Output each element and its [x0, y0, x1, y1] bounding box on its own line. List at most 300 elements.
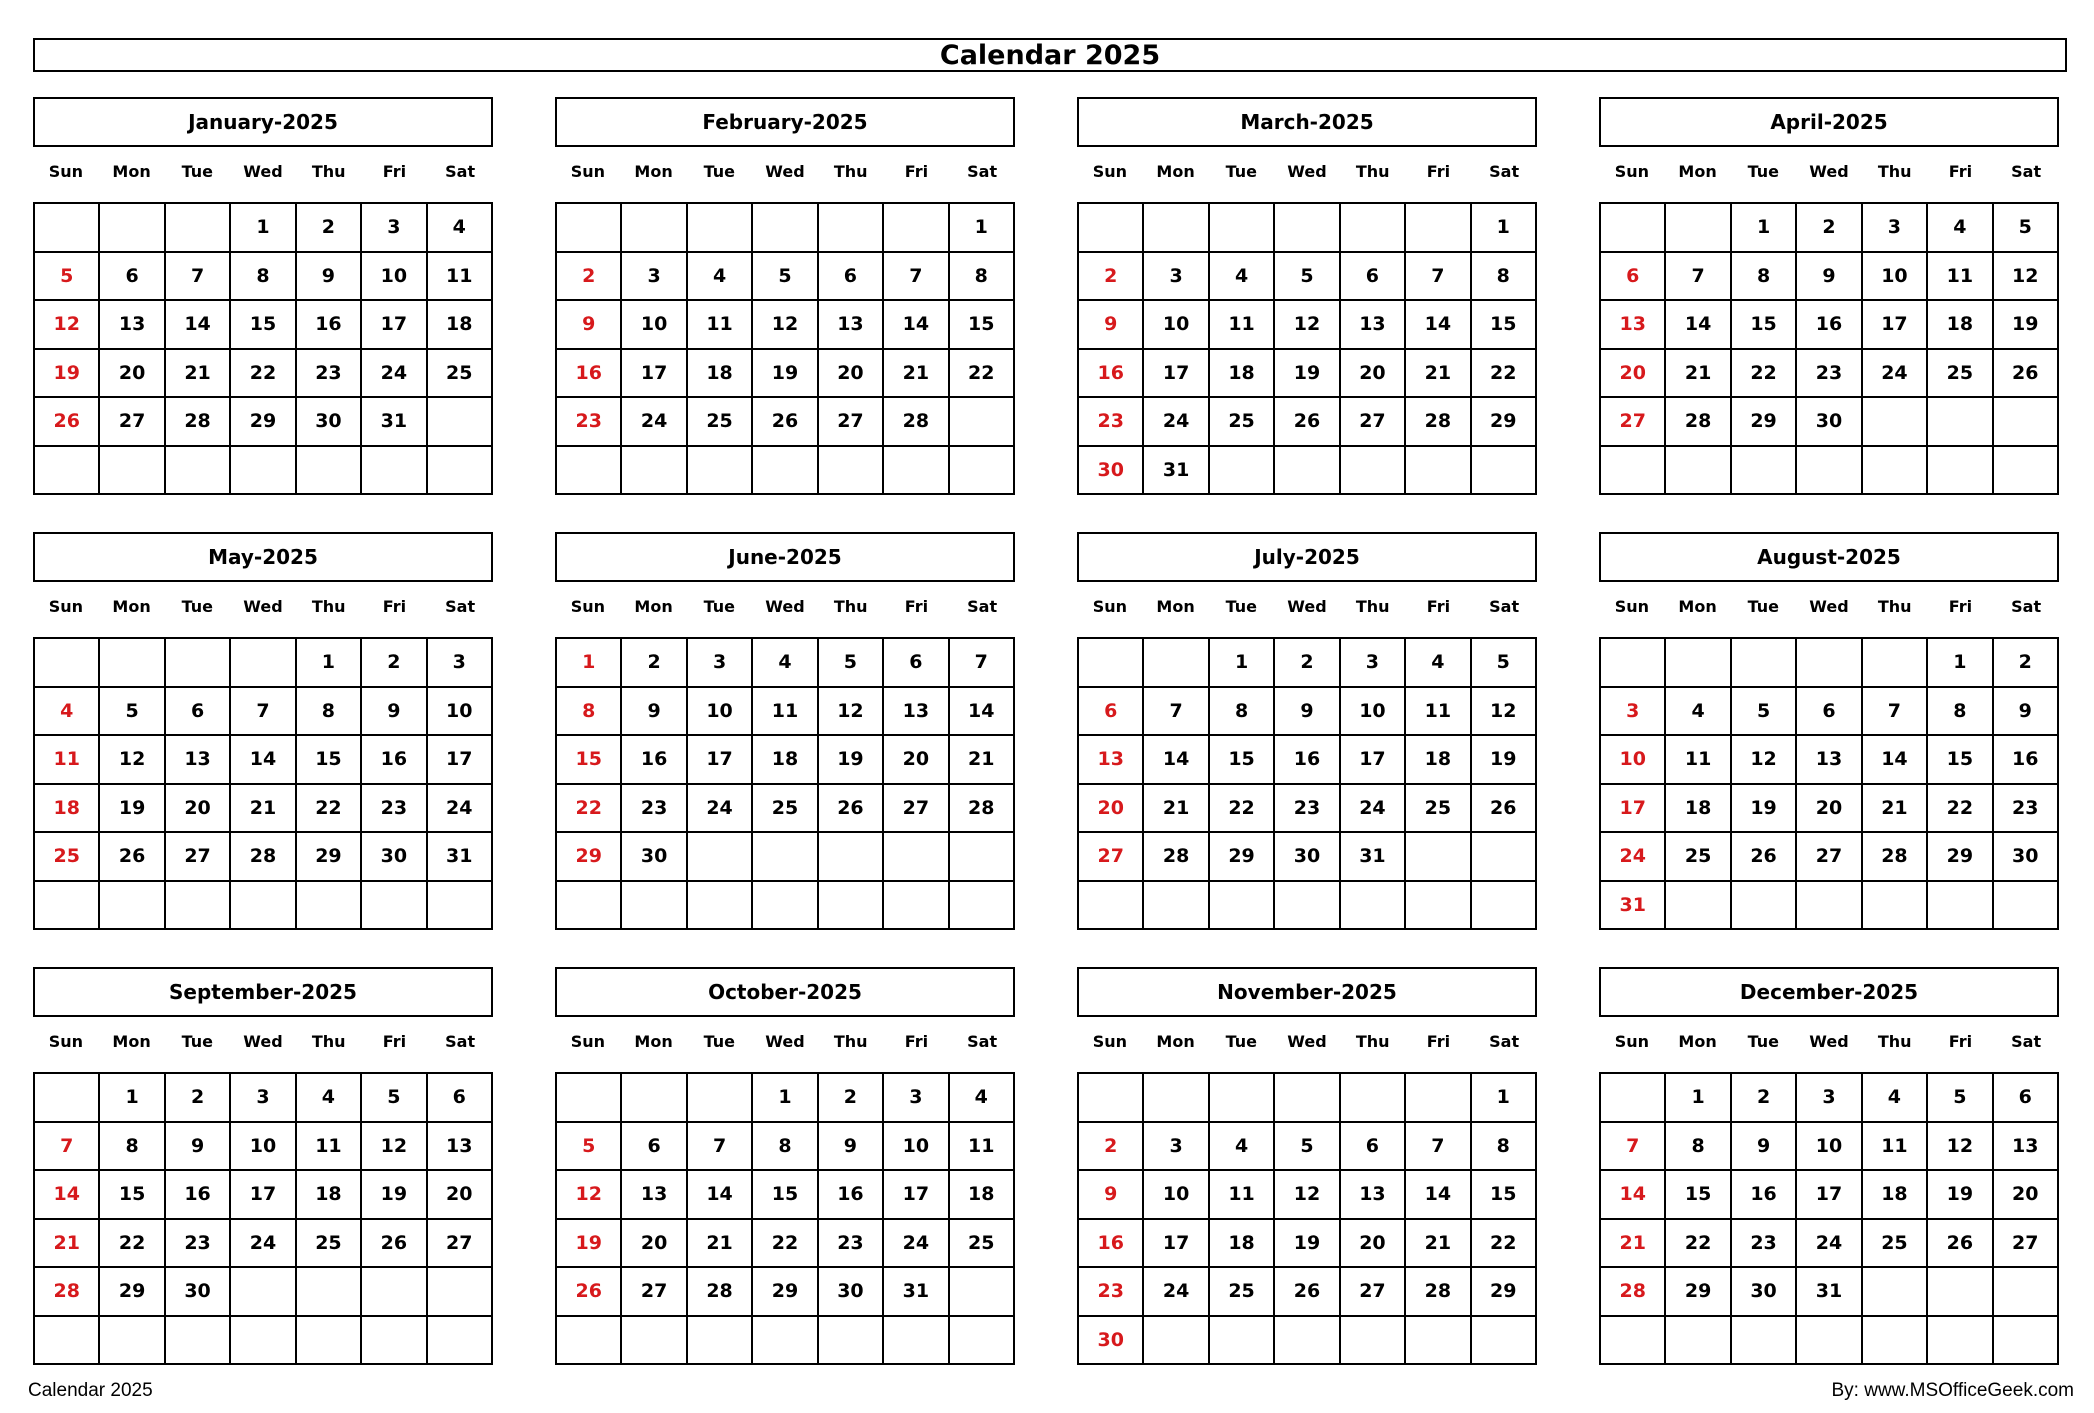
day-cell: 26 [362, 1220, 427, 1269]
day-cell: 16 [557, 350, 622, 399]
day-cell: 20 [884, 736, 949, 785]
day-cell: 21 [35, 1220, 100, 1269]
day-cell: 19 [819, 736, 884, 785]
day-cell: 11 [950, 1123, 1015, 1172]
month-title: September-2025 [33, 967, 493, 1017]
day-cell: 2 [297, 204, 362, 253]
day-cell: 23 [1079, 1268, 1144, 1317]
day-cell: 27 [100, 398, 165, 447]
day-cell: 18 [1863, 1171, 1928, 1220]
empty-day-cell [557, 1317, 622, 1366]
day-cell: 2 [166, 1074, 231, 1123]
weekday-header-row [33, 584, 493, 629]
empty-day-cell [1863, 398, 1928, 447]
day-cell: 1 [1666, 1074, 1731, 1123]
day-cell: 25 [753, 785, 818, 834]
day-cell: 14 [1601, 1171, 1666, 1220]
month-title: January-2025 [33, 97, 493, 147]
empty-day-cell [950, 882, 1015, 931]
weekday-header-row [1599, 149, 2059, 194]
day-cell: 10 [622, 301, 687, 350]
day-cell: 25 [297, 1220, 362, 1269]
empty-day-cell [1275, 204, 1340, 253]
day-cell: 17 [428, 736, 493, 785]
day-cell: 2 [1732, 1074, 1797, 1123]
day-cell: 3 [1863, 204, 1928, 253]
empty-day-cell [622, 882, 687, 931]
weekday-label: Thu [833, 1032, 868, 1051]
day-cell: 14 [1144, 736, 1209, 785]
day-cell: 28 [1666, 398, 1731, 447]
empty-day-cell [819, 447, 884, 496]
day-cell: 20 [428, 1171, 493, 1220]
day-cell: 29 [1210, 833, 1275, 882]
day-cell: 11 [688, 301, 753, 350]
empty-day-cell [1863, 882, 1928, 931]
empty-day-cell [1601, 1317, 1666, 1366]
day-cell: 12 [1275, 301, 1340, 350]
weekday-label: Tue [181, 1032, 213, 1051]
day-cell: 19 [1472, 736, 1537, 785]
empty-day-cell [1797, 639, 1862, 688]
day-cell: 23 [622, 785, 687, 834]
day-cell: 26 [1994, 350, 2059, 399]
weekday-header-row [33, 149, 493, 194]
day-cell: 18 [1210, 1220, 1275, 1269]
day-cell: 29 [1472, 1268, 1537, 1317]
empty-day-cell [622, 1317, 687, 1366]
empty-day-cell [1666, 1317, 1731, 1366]
empty-day-cell [688, 1074, 753, 1123]
day-cell: 26 [35, 398, 100, 447]
weekday-label: Wed [765, 162, 805, 181]
day-cell: 7 [1406, 253, 1471, 302]
day-cell: 11 [1863, 1123, 1928, 1172]
weekday-label: Mon [1156, 162, 1195, 181]
empty-day-cell [166, 639, 231, 688]
day-cell: 13 [1079, 736, 1144, 785]
weekday-label: Thu [1355, 1032, 1390, 1051]
day-cell: 6 [1079, 688, 1144, 737]
day-cell: 5 [1994, 204, 2059, 253]
day-cell: 21 [1666, 350, 1731, 399]
month-title: April-2025 [1599, 97, 2059, 147]
month-block [33, 967, 493, 1365]
day-cell: 27 [428, 1220, 493, 1269]
day-cell: 4 [1406, 639, 1471, 688]
empty-day-cell [1406, 447, 1471, 496]
empty-day-cell [884, 447, 949, 496]
empty-day-cell [1928, 1268, 1993, 1317]
empty-day-cell [1666, 639, 1731, 688]
empty-day-cell [1275, 1074, 1340, 1123]
day-cell: 17 [1144, 350, 1209, 399]
empty-day-cell [1144, 1317, 1209, 1366]
day-cell: 21 [950, 736, 1015, 785]
day-cell: 9 [1275, 688, 1340, 737]
day-cell: 9 [362, 688, 427, 737]
day-cell: 27 [166, 833, 231, 882]
day-cell: 12 [1928, 1123, 1993, 1172]
day-cell: 7 [950, 639, 1015, 688]
day-cell: 2 [1079, 253, 1144, 302]
weekday-label: Sun [1092, 597, 1127, 616]
day-cell: 7 [231, 688, 296, 737]
day-cell: 29 [1666, 1268, 1731, 1317]
day-cell: 31 [1797, 1268, 1862, 1317]
month-block [1077, 967, 1537, 1365]
day-cell: 5 [1275, 1123, 1340, 1172]
day-cell: 9 [1994, 688, 2059, 737]
day-cell: 13 [1341, 1171, 1406, 1220]
day-cell: 20 [1601, 350, 1666, 399]
weekday-label: Sun [48, 597, 83, 616]
weekday-label: Tue [181, 162, 213, 181]
day-cell: 24 [688, 785, 753, 834]
day-cell: 10 [688, 688, 753, 737]
day-cell: 11 [1210, 1171, 1275, 1220]
day-cell: 22 [1732, 350, 1797, 399]
day-cell: 15 [297, 736, 362, 785]
day-cell: 20 [166, 785, 231, 834]
empty-day-cell [362, 447, 427, 496]
day-cell: 17 [231, 1171, 296, 1220]
day-cell: 20 [1341, 1220, 1406, 1269]
day-cell: 12 [35, 301, 100, 350]
day-cell: 25 [688, 398, 753, 447]
day-cell: 28 [166, 398, 231, 447]
day-cell: 6 [1994, 1074, 2059, 1123]
month-title: May-2025 [33, 532, 493, 582]
weekday-label: Fri [1948, 162, 1973, 181]
weekday-label: Sun [1614, 162, 1649, 181]
day-cell: 12 [819, 688, 884, 737]
day-cell: 24 [1341, 785, 1406, 834]
day-cell: 25 [428, 350, 493, 399]
day-cell: 4 [1863, 1074, 1928, 1123]
day-cell: 1 [297, 639, 362, 688]
empty-day-cell [753, 447, 818, 496]
month-title: February-2025 [555, 97, 1015, 147]
days-grid [1599, 637, 2059, 930]
day-cell: 13 [166, 736, 231, 785]
month-title: August-2025 [1599, 532, 2059, 582]
day-cell: 19 [35, 350, 100, 399]
empty-day-cell [231, 639, 296, 688]
day-cell: 3 [1144, 1123, 1209, 1172]
weekday-label: Thu [1877, 1032, 1912, 1051]
day-cell: 5 [557, 1123, 622, 1172]
day-cell: 12 [1994, 253, 2059, 302]
day-cell: 5 [35, 253, 100, 302]
day-cell: 6 [1341, 1123, 1406, 1172]
day-cell: 10 [231, 1123, 296, 1172]
empty-day-cell [35, 447, 100, 496]
day-cell: 15 [1666, 1171, 1731, 1220]
weekday-label: Thu [833, 597, 868, 616]
day-cell: 21 [688, 1220, 753, 1269]
day-cell: 13 [622, 1171, 687, 1220]
day-cell: 27 [819, 398, 884, 447]
weekday-label: Mon [1678, 597, 1717, 616]
empty-day-cell [1406, 204, 1471, 253]
weekday-label: Fri [382, 1032, 407, 1051]
day-cell: 22 [100, 1220, 165, 1269]
empty-day-cell [1210, 447, 1275, 496]
day-cell: 4 [950, 1074, 1015, 1123]
day-cell: 7 [1406, 1123, 1471, 1172]
day-cell: 22 [297, 785, 362, 834]
day-cell: 10 [1144, 301, 1209, 350]
weekday-label: Sat [445, 162, 476, 181]
day-cell: 9 [1079, 301, 1144, 350]
weekday-label: Sat [967, 1032, 998, 1051]
empty-day-cell [688, 833, 753, 882]
weekday-label: Mon [112, 1032, 151, 1051]
day-cell: 18 [1928, 301, 1993, 350]
day-cell: 17 [1601, 785, 1666, 834]
day-cell: 13 [428, 1123, 493, 1172]
month-block [555, 97, 1015, 495]
day-cell: 10 [884, 1123, 949, 1172]
day-cell: 28 [1601, 1268, 1666, 1317]
day-cell: 26 [1275, 398, 1340, 447]
day-cell: 14 [688, 1171, 753, 1220]
day-cell: 2 [819, 1074, 884, 1123]
weekday-header-row [1077, 584, 1537, 629]
day-cell: 16 [1797, 301, 1862, 350]
weekday-label: Wed [765, 1032, 805, 1051]
empty-day-cell [1994, 1268, 2059, 1317]
weekday-label: Tue [703, 1032, 735, 1051]
weekday-label: Thu [1355, 162, 1390, 181]
days-grid [555, 1072, 1015, 1365]
weekday-label: Sun [48, 162, 83, 181]
day-cell: 11 [297, 1123, 362, 1172]
empty-day-cell [688, 882, 753, 931]
empty-day-cell [753, 882, 818, 931]
day-cell: 15 [231, 301, 296, 350]
day-cell: 26 [1928, 1220, 1993, 1269]
empty-day-cell [428, 1317, 493, 1366]
day-cell: 8 [1472, 253, 1537, 302]
day-cell: 10 [1144, 1171, 1209, 1220]
day-cell: 26 [1472, 785, 1537, 834]
empty-day-cell [950, 833, 1015, 882]
empty-day-cell [819, 1317, 884, 1366]
empty-day-cell [819, 882, 884, 931]
empty-day-cell [1601, 204, 1666, 253]
day-cell: 1 [1928, 639, 1993, 688]
empty-day-cell [1341, 1317, 1406, 1366]
day-cell: 5 [1732, 688, 1797, 737]
day-cell: 31 [1144, 447, 1209, 496]
day-cell: 19 [753, 350, 818, 399]
day-cell: 5 [362, 1074, 427, 1123]
day-cell: 8 [100, 1123, 165, 1172]
day-cell: 21 [884, 350, 949, 399]
empty-day-cell [100, 639, 165, 688]
day-cell: 10 [1601, 736, 1666, 785]
empty-day-cell [297, 1268, 362, 1317]
month-title: October-2025 [555, 967, 1015, 1017]
empty-day-cell [1144, 882, 1209, 931]
day-cell: 14 [1406, 1171, 1471, 1220]
empty-day-cell [884, 204, 949, 253]
day-cell: 23 [557, 398, 622, 447]
weekday-label: Wed [243, 1032, 283, 1051]
day-cell: 12 [1472, 688, 1537, 737]
empty-day-cell [950, 398, 1015, 447]
weekday-label: Tue [1225, 1032, 1257, 1051]
page-title: Calendar 2025 [33, 38, 2067, 72]
days-grid [1599, 1072, 2059, 1365]
day-cell: 10 [1341, 688, 1406, 737]
weekday-header-row [1077, 1019, 1537, 1064]
day-cell: 10 [1863, 253, 1928, 302]
day-cell: 12 [100, 736, 165, 785]
empty-day-cell [1144, 1074, 1209, 1123]
day-cell: 8 [557, 688, 622, 737]
day-cell: 28 [1406, 398, 1471, 447]
day-cell: 8 [231, 253, 296, 302]
weekday-label: Wed [243, 597, 283, 616]
empty-day-cell [100, 447, 165, 496]
day-cell: 23 [1732, 1220, 1797, 1269]
day-cell: 22 [1928, 785, 1993, 834]
day-cell: 26 [1275, 1268, 1340, 1317]
day-cell: 18 [35, 785, 100, 834]
empty-day-cell [557, 204, 622, 253]
weekday-label: Sun [1614, 597, 1649, 616]
weekday-label: Sat [2011, 1032, 2042, 1051]
day-cell: 16 [1275, 736, 1340, 785]
weekday-label: Tue [703, 162, 735, 181]
empty-day-cell [1079, 1074, 1144, 1123]
month-title: November-2025 [1077, 967, 1537, 1017]
day-cell: 26 [1732, 833, 1797, 882]
day-cell: 28 [884, 398, 949, 447]
month-block [555, 532, 1015, 930]
day-cell: 20 [1079, 785, 1144, 834]
weekday-header-row [555, 149, 1015, 194]
weekday-label: Mon [1678, 162, 1717, 181]
empty-day-cell [1341, 1074, 1406, 1123]
day-cell: 21 [166, 350, 231, 399]
empty-day-cell [950, 1317, 1015, 1366]
day-cell: 9 [166, 1123, 231, 1172]
empty-day-cell [231, 882, 296, 931]
weekday-label: Thu [311, 597, 346, 616]
weekday-label: Sat [967, 597, 998, 616]
day-cell: 31 [884, 1268, 949, 1317]
empty-day-cell [297, 447, 362, 496]
day-cell: 1 [1210, 639, 1275, 688]
day-cell: 4 [35, 688, 100, 737]
day-cell: 25 [1406, 785, 1471, 834]
empty-day-cell [557, 882, 622, 931]
empty-day-cell [688, 204, 753, 253]
day-cell: 24 [1144, 1268, 1209, 1317]
day-cell: 26 [753, 398, 818, 447]
empty-day-cell [1472, 1317, 1537, 1366]
weekday-label: Fri [1948, 597, 1973, 616]
day-cell: 7 [166, 253, 231, 302]
day-cell: 28 [35, 1268, 100, 1317]
weekday-label: Mon [634, 1032, 673, 1051]
month-title: July-2025 [1077, 532, 1537, 582]
empty-day-cell [1863, 1268, 1928, 1317]
weekday-label: Tue [181, 597, 213, 616]
day-cell: 15 [950, 301, 1015, 350]
empty-day-cell [622, 204, 687, 253]
day-cell: 29 [557, 833, 622, 882]
weekday-label: Tue [1747, 162, 1779, 181]
weekday-label: Wed [1287, 1032, 1327, 1051]
day-cell: 12 [362, 1123, 427, 1172]
month-block [1599, 97, 2059, 495]
day-cell: 4 [753, 639, 818, 688]
day-cell: 30 [362, 833, 427, 882]
day-cell: 3 [1797, 1074, 1862, 1123]
empty-day-cell [231, 1317, 296, 1366]
day-cell: 23 [1797, 350, 1862, 399]
weekday-header-row [33, 1019, 493, 1064]
day-cell: 4 [1666, 688, 1731, 737]
weekday-label: Thu [833, 162, 868, 181]
day-cell: 21 [1144, 785, 1209, 834]
weekday-label: Wed [1287, 597, 1327, 616]
day-cell: 29 [231, 398, 296, 447]
empty-day-cell [428, 447, 493, 496]
day-cell: 10 [1797, 1123, 1862, 1172]
empty-day-cell [1275, 1317, 1340, 1366]
weekday-label: Tue [703, 597, 735, 616]
day-cell: 8 [1666, 1123, 1731, 1172]
day-cell: 25 [1210, 398, 1275, 447]
empty-day-cell [362, 1268, 427, 1317]
empty-day-cell [1601, 447, 1666, 496]
weekday-label: Fri [382, 597, 407, 616]
day-cell: 6 [622, 1123, 687, 1172]
day-cell: 3 [428, 639, 493, 688]
day-cell: 1 [753, 1074, 818, 1123]
empty-day-cell [166, 882, 231, 931]
day-cell: 22 [753, 1220, 818, 1269]
day-cell: 6 [819, 253, 884, 302]
weekday-label: Sun [570, 597, 605, 616]
weekday-label: Wed [1287, 162, 1327, 181]
empty-day-cell [1928, 1317, 1993, 1366]
day-cell: 8 [297, 688, 362, 737]
day-cell: 6 [1341, 253, 1406, 302]
weekday-label: Thu [1877, 162, 1912, 181]
day-cell: 19 [1275, 350, 1340, 399]
weekday-label: Sat [1489, 162, 1520, 181]
day-cell: 30 [1994, 833, 2059, 882]
weekday-label: Wed [1809, 162, 1849, 181]
empty-day-cell [1079, 639, 1144, 688]
day-cell: 28 [950, 785, 1015, 834]
day-cell: 19 [557, 1220, 622, 1269]
empty-day-cell [1994, 398, 2059, 447]
day-cell: 15 [1210, 736, 1275, 785]
day-cell: 8 [753, 1123, 818, 1172]
empty-day-cell [1406, 1317, 1471, 1366]
day-cell: 27 [1601, 398, 1666, 447]
weekday-label: Tue [1747, 1032, 1779, 1051]
day-cell: 11 [753, 688, 818, 737]
